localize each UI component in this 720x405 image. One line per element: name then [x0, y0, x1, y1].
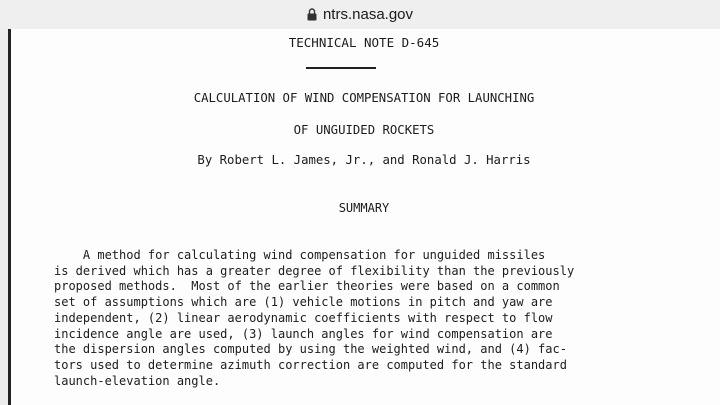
summary-line: incidence angle are used, (3) launch angles for wind compensation are: [54, 326, 553, 341]
section-heading-summary: SUMMARY: [338, 201, 390, 215]
summary-line: is derived which has a greater degree of flexibility than the previously: [54, 263, 575, 278]
summary-paragraph: [54, 248, 654, 389]
summary-line: independent, (2) linear aerodynamic coefficients with respect to flow: [54, 310, 553, 325]
summary-line: proposed methods. Most of the earlier theories were based on a common: [54, 279, 560, 294]
summary-line: tors used to determine azimuth correction are computed for the standard: [54, 357, 567, 372]
browser-address-bar: [0, 0, 720, 29]
title-divider: [306, 67, 376, 69]
authors: By Robert L. James, Jr., and Ronald J. Harris: [197, 153, 531, 167]
technical-note-id: TECHNICAL NOTE D-645: [288, 35, 440, 50]
document-page: [8, 29, 720, 405]
summary-line: the dispersion angles computed by using the weighted wind, and (4) fac-: [54, 342, 567, 357]
page-edge-shadow: [8, 29, 11, 405]
lock-icon: [307, 8, 317, 21]
title-line-2: OF UNGUIDED ROCKETS: [293, 123, 435, 137]
summary-line: set of assumptions which are (1) vehicle motions in pitch and yaw are: [54, 295, 553, 310]
summary-line: launch-elevation angle.: [54, 373, 221, 388]
url-text: ntrs.nasa.gov: [322, 6, 414, 23]
url-display[interactable]: [307, 6, 413, 23]
summary-line: A method for calculating wind compensation for unguided missiles: [54, 248, 546, 262]
title-line-1: CALCULATION OF WIND COMPENSATION FOR LAUNCHING: [193, 91, 535, 105]
